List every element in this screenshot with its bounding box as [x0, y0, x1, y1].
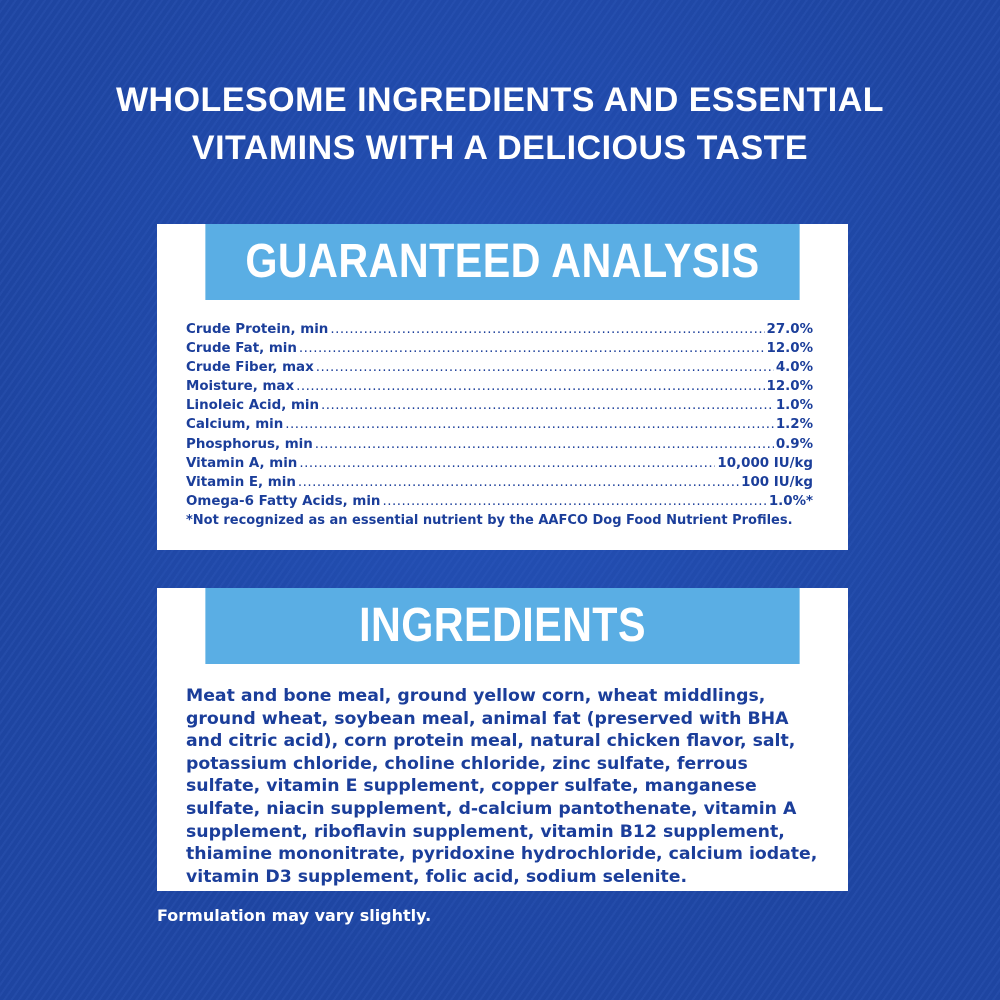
analysis-row — [186, 377, 813, 396]
analysis-value: 0.9% — [775, 436, 813, 452]
ingredients-text: Meat and bone meal, ground yellow corn, wheat middlings, ground wheat, soybean meal, animal fat (preserved with BHA and citric acid), corn protein meal, natural chicken flavor, salt, potassium chloride, choline chloride, zinc sulfate, ferrous sulfate, vitamin E supplement, copper sulfate, manganese sulfate, niacin supplement, d-calcium pantothenate, vitamin A supplement, riboflavin supplement, vitamin B12 supplement, thiamine mononitrate, pyridoxine hydrochloride, calcium iodate, vitamin D3 supplement, folic acid, sodium selenite. — [186, 686, 818, 887]
analysis-label: Linoleic Acid, min — [186, 398, 320, 414]
dot-leader — [285, 415, 774, 434]
analysis-row — [186, 492, 813, 511]
analysis-label: Omega-6 Fatty Acids, min — [186, 493, 381, 509]
dot-leader — [316, 358, 774, 377]
analysis-value: 12.0% — [766, 379, 813, 395]
formulation-note: Formulation may vary slightly. — [157, 906, 432, 925]
dot-leader — [296, 377, 764, 396]
analysis-label: Vitamin E, min — [186, 474, 296, 490]
analysis-value: 27.0% — [766, 322, 813, 337]
dot-leader — [298, 473, 739, 492]
analysis-value: 1.0%* — [768, 493, 813, 509]
guaranteed-analysis-panel — [157, 224, 848, 550]
headline-line-1: WHOLESOME INGREDIENTS AND ESSENTIAL — [115, 81, 885, 119]
analysis-label: Phosphorus, min — [186, 436, 313, 452]
analysis-row — [186, 454, 813, 473]
analysis-value: 10,000 IU/kg — [717, 455, 813, 471]
analysis-row — [186, 435, 813, 454]
analysis-label: Crude Fat, min — [186, 341, 297, 357]
guaranteed-analysis-list — [186, 320, 813, 530]
dot-leader — [330, 320, 764, 339]
analysis-row — [186, 320, 813, 339]
analysis-row — [186, 415, 813, 434]
analysis-footnote: *Not recognized as an essential nutrient by the AAFCO Dog Food Nutrient Profiles. — [186, 512, 793, 528]
headline — [0, 76, 1000, 172]
analysis-value: 1.0% — [775, 398, 813, 414]
dot-leader — [299, 339, 765, 358]
analysis-value: 12.0% — [766, 341, 813, 357]
ingredients-panel — [157, 588, 848, 891]
analysis-value: 100 IU/kg — [741, 474, 813, 490]
headline-line-2: VITAMINS WITH A DELICIOUS TASTE — [191, 129, 809, 167]
analysis-label: Crude Fiber, max — [186, 360, 314, 376]
dot-leader — [299, 454, 715, 473]
analysis-row — [186, 358, 813, 377]
dot-leader — [315, 435, 774, 454]
analysis-label: Crude Protein, min — [186, 322, 329, 337]
guaranteed-analysis-title: GUARANTEED ANALYSIS — [205, 224, 799, 300]
dot-leader — [321, 396, 774, 415]
analysis-value: 4.0% — [775, 360, 813, 376]
analysis-row — [186, 396, 813, 415]
analysis-label: Calcium, min — [186, 417, 284, 433]
analysis-row — [186, 473, 813, 492]
analysis-label: Moisture, max — [186, 379, 295, 395]
dot-leader — [382, 492, 766, 511]
ingredients-title: INGREDIENTS — [205, 588, 799, 664]
analysis-row — [186, 339, 813, 358]
analysis-value: 1.2% — [775, 417, 813, 433]
analysis-label: Vitamin A, min — [186, 455, 298, 471]
